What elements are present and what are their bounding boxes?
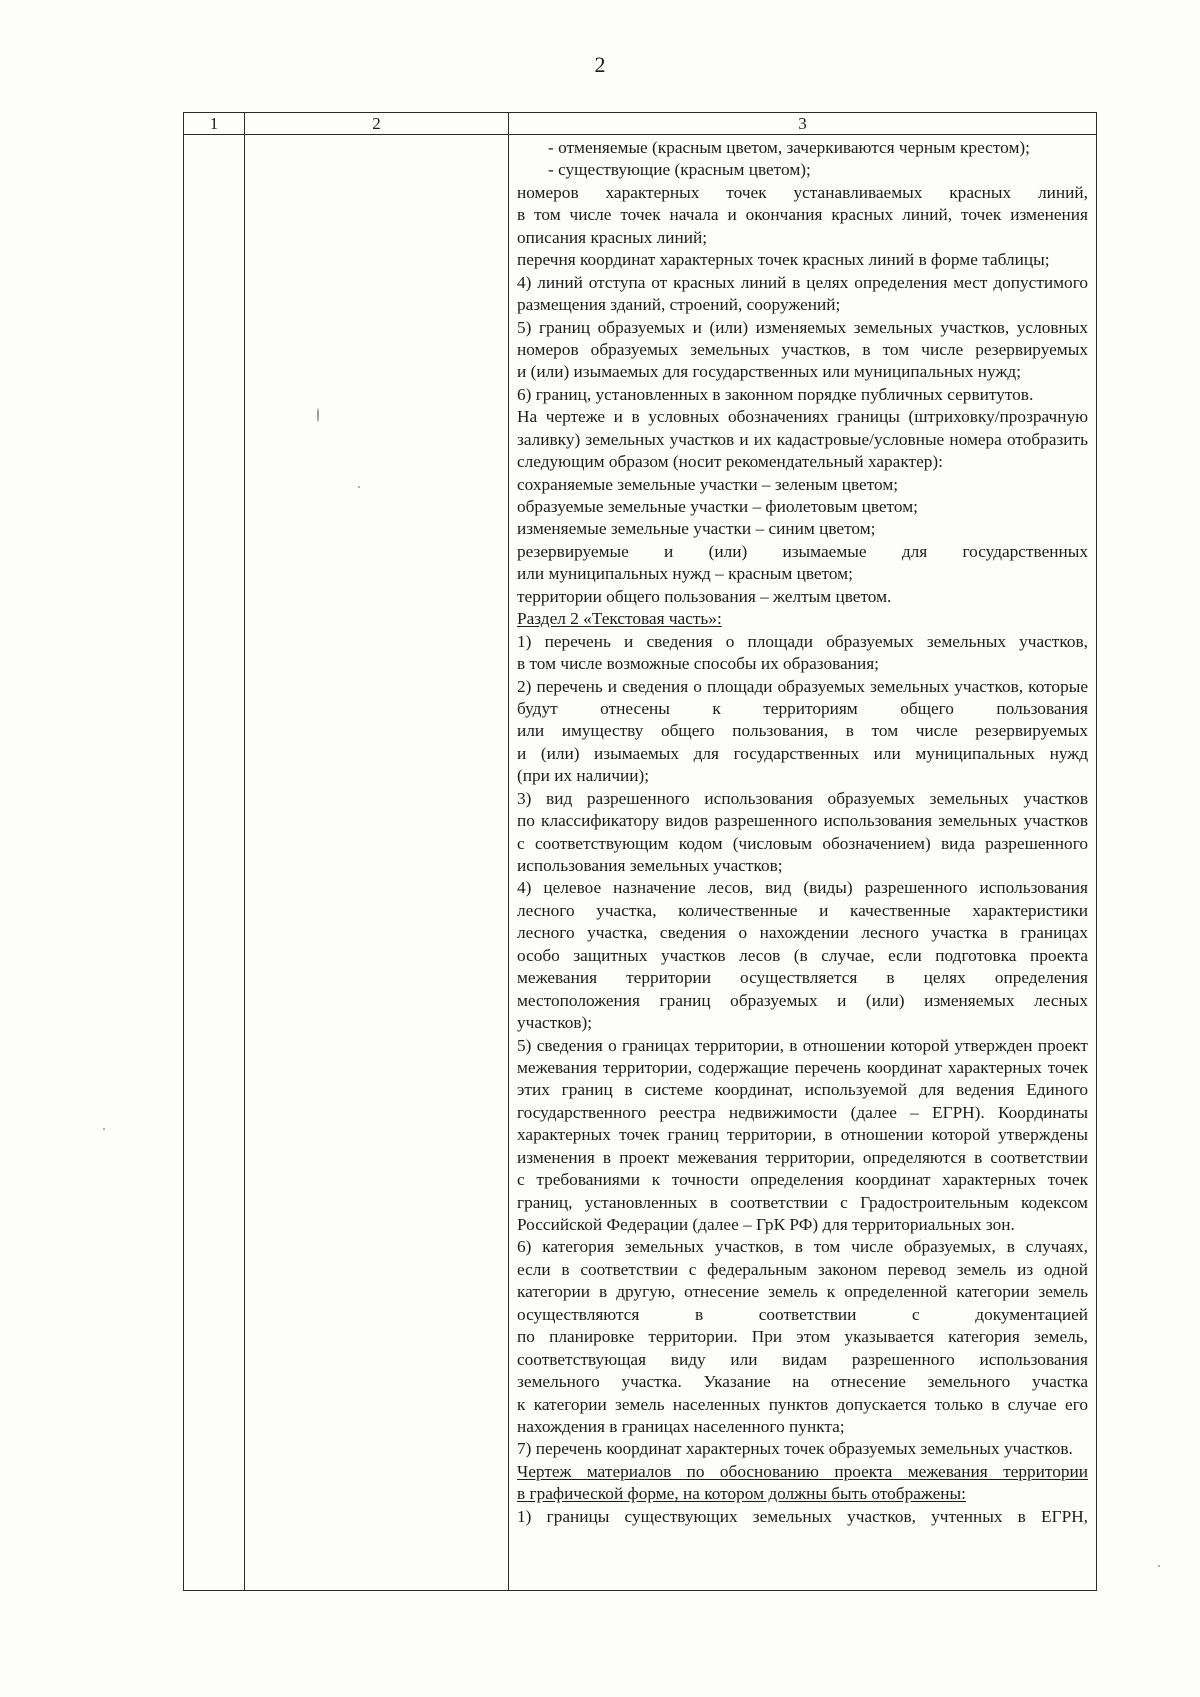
text-line: с соответствующим кодом (числовым обозначением) вида разрешенного bbox=[517, 833, 1088, 853]
text-line: Российской Федерации (далее – ГрК РФ) для территориальных зон. bbox=[517, 1215, 1015, 1234]
text-line: этих границ в системе координат, используемой для ведения Единого bbox=[517, 1080, 1088, 1100]
text-line: межевания территории осуществляется в целях определения bbox=[517, 968, 1088, 988]
text-line: по планировке территории. При этом указывается категория земель, bbox=[517, 1327, 1088, 1347]
text-line: соответствующая виду или видам разрешенного использования bbox=[517, 1349, 1088, 1369]
text-line: местоположения границ образуемых и (или) изменяемых лесных bbox=[517, 990, 1088, 1010]
text-line: границ, установленных в соответствии с Градостроительным кодексом bbox=[517, 1192, 1088, 1212]
text-line: номеров характерных точек устанавливаемых красных линий, bbox=[517, 182, 1088, 202]
text-line: описания красных линий; bbox=[517, 227, 708, 247]
text-line: заливку) земельных участков и их кадастровые/условные номера отобразить bbox=[517, 429, 1088, 449]
scan-speck bbox=[103, 1128, 105, 1130]
text-line: будут отнесены к территориям общего пользования bbox=[517, 698, 1088, 718]
text-line: 4) целевое назначение лесов, вид (виды) разрешенного использования bbox=[517, 878, 1088, 898]
text-line: особо защитных участков лесов (в случае, если подготовка проекта bbox=[517, 945, 1088, 965]
text-line: - отменяемые (красным цветом, зачеркиваются черным крестом); bbox=[548, 138, 1030, 157]
text-line: характерных точек границ территории, в отношении которой утверждены bbox=[517, 1125, 1088, 1145]
scan-speck bbox=[358, 486, 360, 488]
text-line: Чертеж материалов по обоснованию проекта межевания территории bbox=[517, 1461, 1088, 1481]
text-line: перечня координат характерных точек красных линий в форме таблицы; bbox=[517, 250, 1050, 270]
text-line: или муниципальных нужд – красным цветом; bbox=[517, 564, 853, 584]
text-line: участков); bbox=[517, 1013, 593, 1033]
text-line: Раздел 2 «Текстовая часть»: bbox=[517, 609, 722, 629]
text-line: если в соответствии с федеральным законом перевод земель из одной bbox=[517, 1259, 1088, 1279]
text-line: категории в другую, отнесение земель к определенной категории земель bbox=[517, 1282, 1088, 1302]
text-line: земельного участка. Указание на отнесение земельного участка bbox=[517, 1372, 1088, 1392]
scan-speck bbox=[1158, 1565, 1160, 1567]
text-line: номеров образуемых земельных участков, в том числе резервируемых bbox=[517, 339, 1088, 359]
text-line: и (или) изымаемых для государственных или муниципальных нужд bbox=[517, 743, 1088, 763]
text-line: использования земельных участков; bbox=[517, 856, 783, 875]
text-line: 3) вид разрешенного использования образуемых земельных участков bbox=[517, 788, 1088, 808]
text-line: государственного реестра недвижимости (далее – ЕГРН). Координаты bbox=[517, 1102, 1088, 1122]
column-header-1: 1 bbox=[184, 113, 245, 135]
table-cell-col-2 bbox=[245, 135, 509, 1590]
text-line: по классификатору видов разрешенного использования земельных участков bbox=[517, 811, 1088, 831]
scan-speck bbox=[317, 408, 319, 422]
text-line: в том числе точек начала и окончания красных линий, точек изменения bbox=[517, 205, 1088, 225]
text-line: нахождения в границах населенного пункта; bbox=[517, 1416, 845, 1436]
text-line: следующим образом (носит рекомендательный характер): bbox=[517, 452, 943, 472]
text-line: 5) границ образуемых и (или) изменяемых земельных участков, условных bbox=[517, 317, 1088, 337]
text-line: лесного участка, количественные и качественные характеристики bbox=[517, 900, 1088, 920]
text-line: 6) категория земельных участков, в том числе образуемых, в случаях, bbox=[517, 1237, 1088, 1257]
text-line: изменяемые земельные участки – синим цветом; bbox=[517, 519, 876, 539]
text-line: 1) перечень и сведения о площади образуемых земельных участков, bbox=[517, 631, 1088, 651]
text-line: (при их наличии); bbox=[517, 766, 650, 786]
text-line: с требованиями к точности определения координат характерных точек bbox=[517, 1170, 1088, 1190]
page-number: 2 bbox=[594, 52, 606, 77]
text-line: образуемые земельные участки – фиолетовым цветом; bbox=[517, 497, 918, 516]
text-line: 7) перечень координат характерных точек образуемых земельных участков. bbox=[517, 1439, 1073, 1459]
column-header-2: 2 bbox=[245, 113, 509, 135]
table-cell-col-1 bbox=[184, 135, 245, 1590]
text-line: территории общего пользования – желтым цветом. bbox=[517, 586, 892, 606]
text-line: межевания территории, содержащие перечень координат характерных точек bbox=[517, 1057, 1088, 1077]
text-line: 6) границ, установленных в законном порядке публичных сервитутов. bbox=[517, 384, 1034, 404]
text-line: к категории земель населенных пунктов допускается только в случае его bbox=[517, 1394, 1088, 1414]
text-line: 4) линий отступа от красных линий в целях определения мест допустимого bbox=[517, 272, 1088, 292]
column-header-3: 3 bbox=[509, 113, 1096, 135]
text-line: изменения в проект межевания территории, определяются в соответствии bbox=[517, 1147, 1088, 1167]
text-line: 2) перечень и сведения о площади образуемых земельных участков, которые bbox=[517, 676, 1088, 696]
text-line: осуществляются в соответствии с документацией bbox=[517, 1304, 1088, 1324]
text-line: в том числе возможные способы их образования; bbox=[517, 654, 879, 674]
text-line: 1) границы существующих земельных участков, учтенных в ЕГРН, bbox=[517, 1506, 1088, 1526]
text-line: и (или) изымаемых для государственных или муниципальных нужд; bbox=[517, 362, 1021, 382]
text-line: в графической форме, на котором должны быть отображены: bbox=[517, 1484, 966, 1504]
text-line: На чертеже и в условных обозначениях границы (штриховку/прозрачную bbox=[517, 407, 1088, 427]
document-table bbox=[183, 112, 1097, 1591]
table-cell-col-3 bbox=[509, 135, 1096, 1590]
text-line: - существующие (красным цветом); bbox=[548, 160, 811, 180]
text-line: резервируемые и (или) изымаемые для государственных bbox=[517, 541, 1088, 561]
text-line: сохраняемые земельные участки – зеленым цветом; bbox=[517, 474, 899, 494]
text-line: лесного участка, сведения о нахождении лесного участка в границах bbox=[517, 923, 1088, 943]
text-line: 5) сведения о границах территории, в отношении которой утвержден проект bbox=[517, 1035, 1088, 1055]
text-line: размещения зданий, строений, сооружений; bbox=[517, 295, 841, 315]
text-line: или имуществу общего пользования, в том числе резервируемых bbox=[517, 721, 1088, 741]
